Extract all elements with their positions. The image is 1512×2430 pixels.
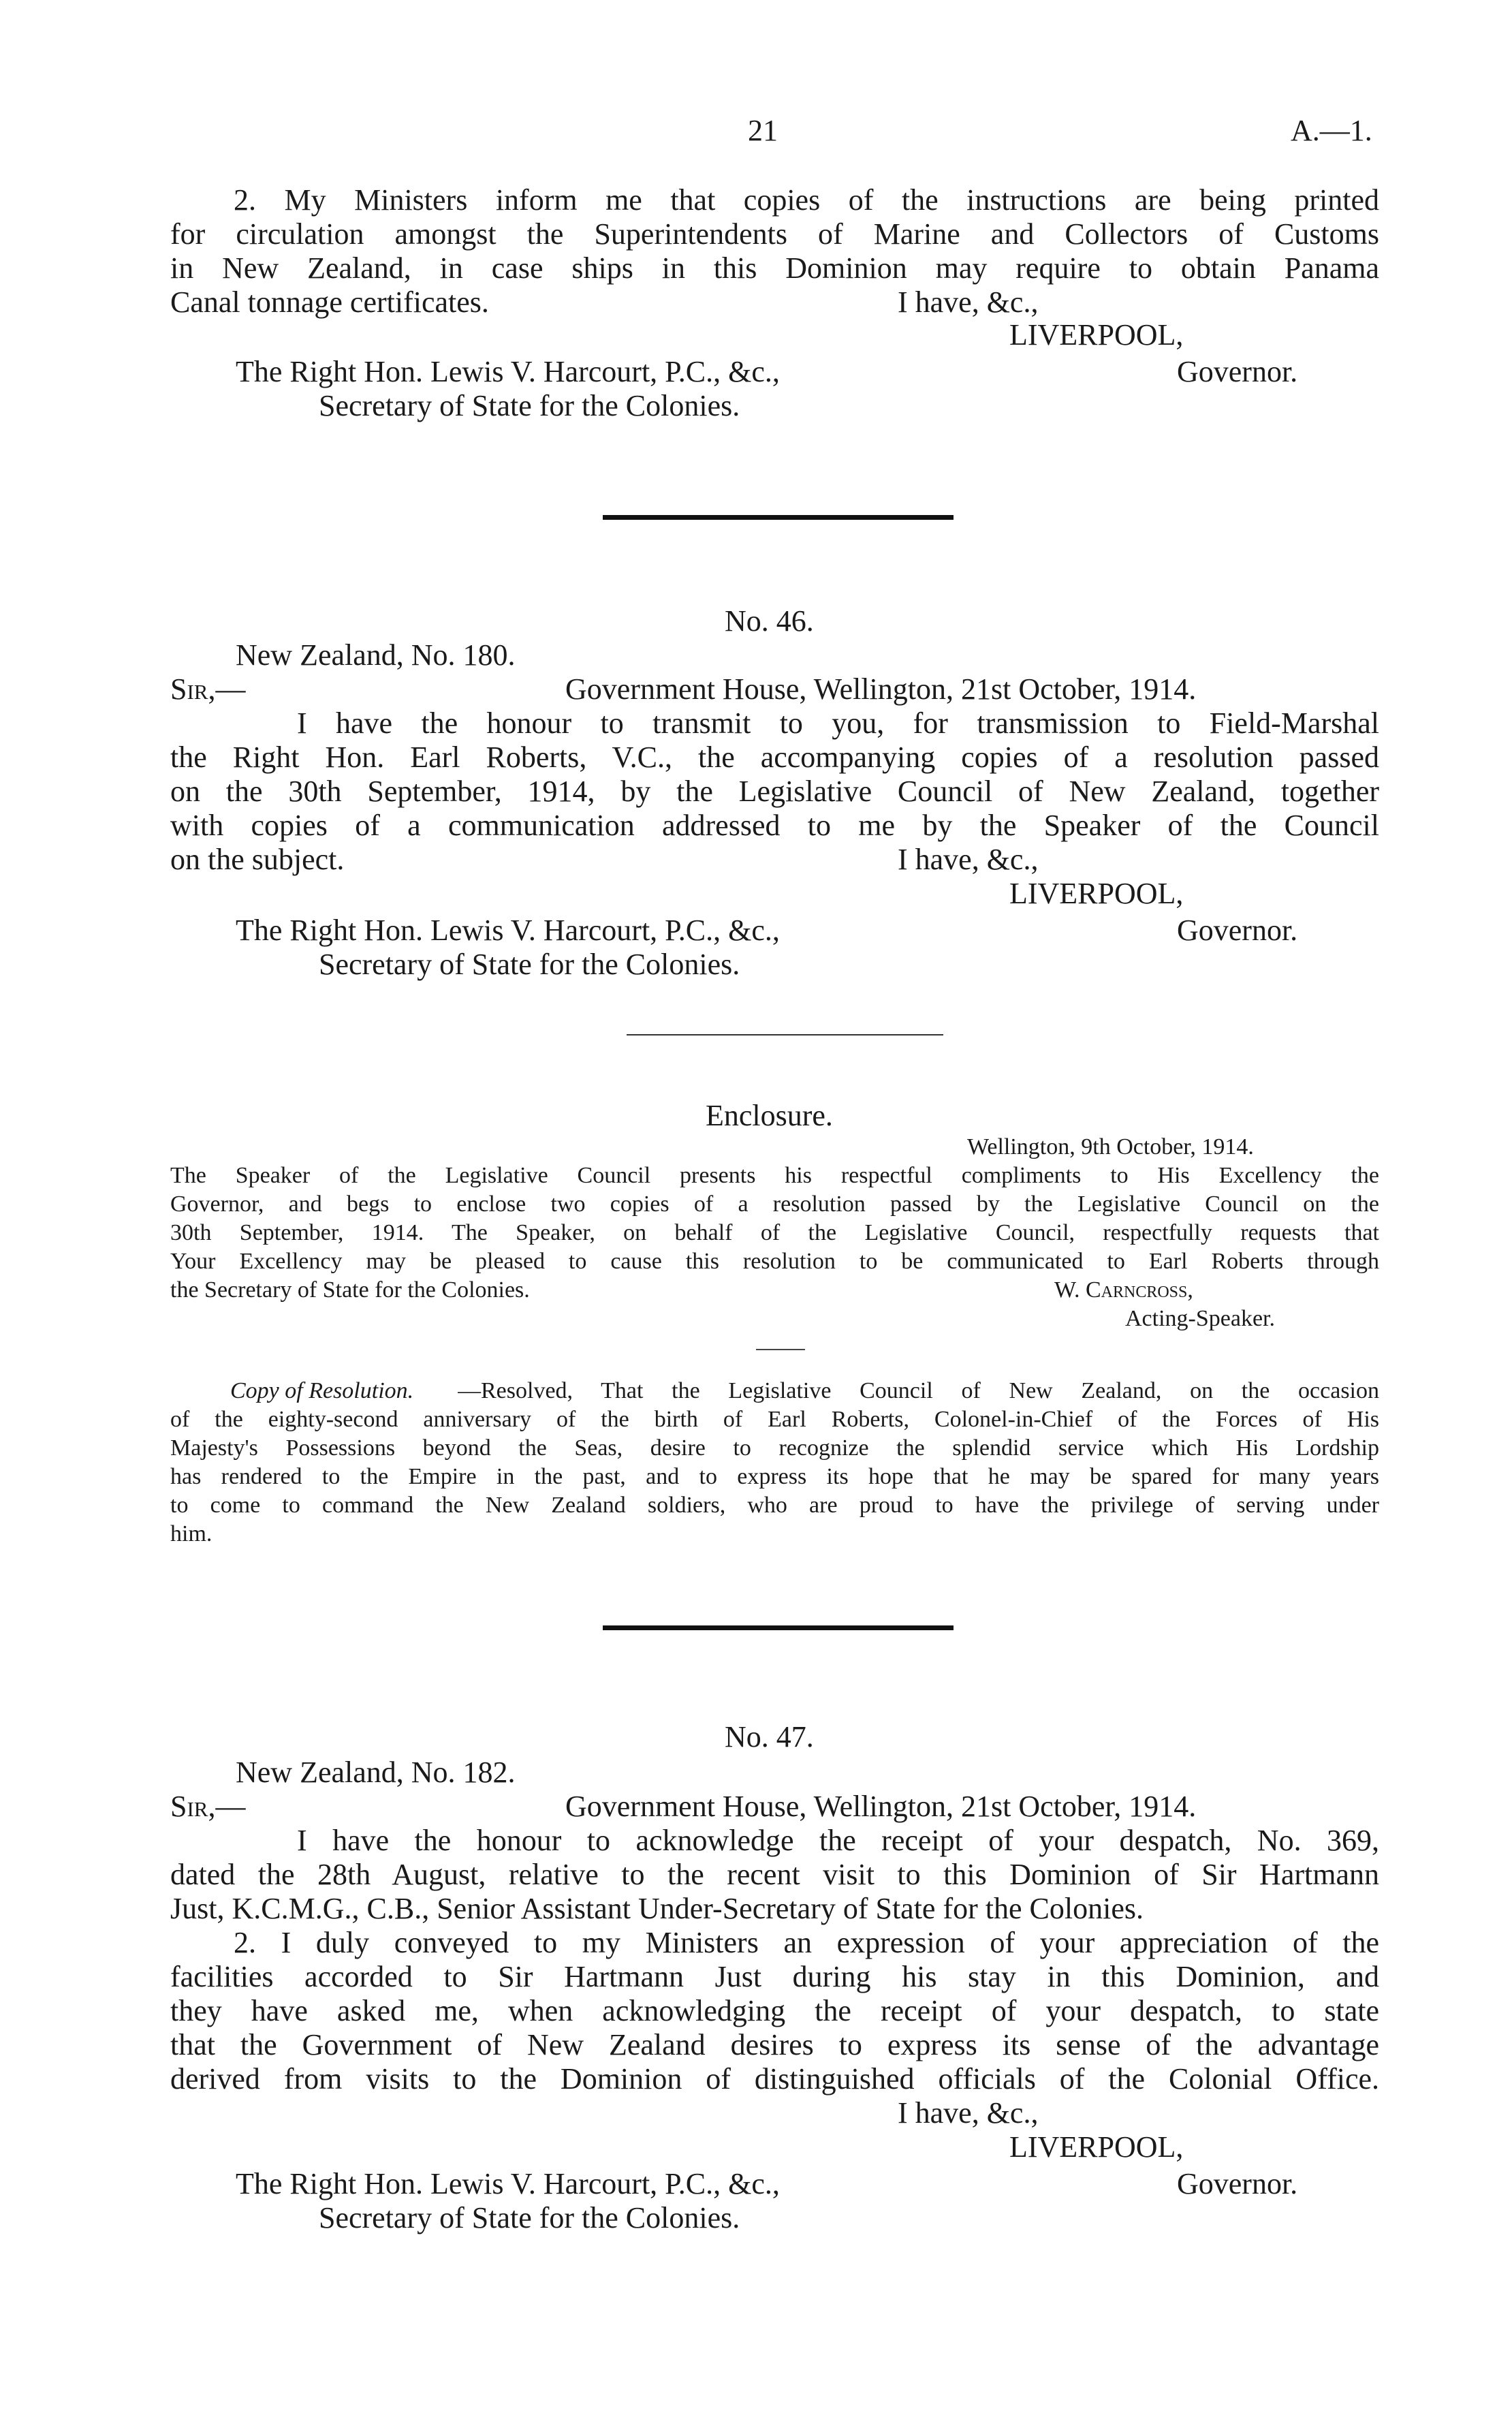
despatch-47-line: I have the honour to acknowledge the receipt of your despatch, No. 369, — [297, 1824, 1379, 1857]
enclosure-line: Your Excellency may be pleased to cause this resolution to be communicated to Earl Roberts through — [170, 1249, 1379, 1274]
resolution-line: of the eighty-second anniversary of the birth of Earl Roberts, Colonel-in-Chief of the Forces of His — [170, 1407, 1379, 1432]
despatch-47-line: dated the 28th August, relative to the recent visit to this Dominion of Sir Hartmann — [170, 1858, 1379, 1891]
section-divider — [603, 515, 954, 520]
despatch-46-addressee-office: Secretary of State for the Colonies. — [319, 948, 740, 981]
enclosure-signature: W. Carncross, — [1054, 1277, 1193, 1303]
enclosure-line: The Speaker of the Legislative Council presents his respectful compliments to His Excellency the — [170, 1163, 1379, 1188]
enclosure-line: Governor, and begs to enclose two copies of a resolution passed by the Legislative Council on the — [170, 1191, 1379, 1217]
resolution-line: has rendered to the Empire in the past, and to express its hope that he may be spared for many years — [170, 1464, 1379, 1489]
despatch-46-ref: New Zealand, No. 180. — [236, 638, 516, 672]
enclosure-heading: Enclosure. — [706, 1099, 833, 1132]
despatch-46-title: Governor. — [1177, 914, 1298, 947]
prev-para-last-line: Canal tonnage certificates. — [170, 285, 489, 319]
despatch-46-last-line: on the subject. — [170, 843, 345, 876]
despatch-46-line: on the 30th September, 1914, by the Legislative Council of New Zealand, together — [170, 775, 1379, 808]
despatch-47-closing: I have, &c., — [898, 2096, 1039, 2130]
despatch-47-addressee-office: Secretary of State for the Colonies. — [319, 2201, 740, 2234]
prev-addressee-office: Secretary of State for the Colonies. — [319, 389, 740, 422]
prev-para-line: for circulation amongst the Superintendents of Marine and Collectors of Customs — [170, 217, 1379, 251]
enclosure-line: 30th September, 1914. The Speaker, on behalf of the Legislative Council, respectfully requests that — [170, 1220, 1379, 1245]
resolution-line: —Resolved, That the Legislative Council of New Zealand, on the occasion — [458, 1378, 1379, 1403]
despatch-47-line: facilities accorded to Sir Hartmann Just during his stay in this Dominion, and — [170, 1960, 1379, 1993]
enclosure-signature-title: Acting-Speaker. — [1125, 1306, 1275, 1331]
enclosure-divider — [627, 1034, 943, 1035]
prev-addressee: The Right Hon. Lewis V. Harcourt, P.C., &c., — [236, 355, 780, 388]
despatch-46-salutation: Sir,— — [170, 672, 246, 706]
enclosure-last-line: the Secretary of State for the Colonies. — [170, 1277, 530, 1303]
despatch-46-number: No. 46. — [725, 604, 814, 638]
prev-para-line: 2. My Ministers inform me that copies of the instructions are being printed — [234, 183, 1379, 217]
despatch-47-line: 2. I duly conveyed to my Ministers an expression of your appreciation of the — [234, 1926, 1379, 1959]
despatch-46-signature: LIVERPOOL, — [1009, 877, 1184, 910]
despatch-47-ref: New Zealand, No. 182. — [236, 1756, 516, 1789]
prev-signature: LIVERPOOL, — [1009, 318, 1184, 352]
despatch-47-line: they have asked me, when acknowledging the receipt of your despatch, to state — [170, 1994, 1379, 2027]
despatch-46-closing: I have, &c., — [898, 843, 1039, 876]
resolution-last-line: him. — [170, 1521, 212, 1546]
despatch-47-line: Just, K.C.M.G., C.B., Senior Assistant Under-Secretary of State for the Colonies. — [170, 1892, 1144, 1925]
page-number: 21 — [748, 114, 778, 147]
despatch-47-signature: LIVERPOOL, — [1009, 2130, 1184, 2164]
document-reference: A.—1. — [1291, 114, 1372, 147]
despatch-47-line: derived from visits to the Dominion of distinguished officials of the Colonial Office. — [170, 2062, 1379, 2096]
despatch-46-addressee: The Right Hon. Lewis V. Harcourt, P.C., &c., — [236, 914, 780, 947]
despatch-47-addressee: The Right Hon. Lewis V. Harcourt, P.C., &c., — [236, 2167, 780, 2200]
despatch-47-place-date: Government House, Wellington, 21st October, 1914. — [565, 1790, 1197, 1823]
despatch-47-number: No. 47. — [725, 1720, 814, 1754]
enclosure-date: Wellington, 9th October, 1914. — [967, 1134, 1254, 1159]
resolution-label: Copy of Resolution. — [230, 1378, 414, 1403]
despatch-46-line: the Right Hon. Earl Roberts, V.C., the accompanying copies of a resolution passed — [170, 741, 1379, 774]
prev-para-line: in New Zealand, in case ships in this Dominion may require to obtain Panama — [170, 251, 1379, 285]
prev-title: Governor. — [1177, 355, 1298, 388]
despatch-46-line: I have the honour to transmit to you, for transmission to Field-Marshal — [297, 706, 1379, 740]
resolution-line: Majesty's Possessions beyond the Seas, desire to recognize the splendid service which His Lordship — [170, 1435, 1379, 1461]
despatch-46-place-date: Government House, Wellington, 21st October, 1914. — [565, 672, 1197, 706]
despatch-47-title: Governor. — [1177, 2167, 1298, 2200]
despatch-47-salutation: Sir,— — [170, 1790, 246, 1823]
resolution-divider — [756, 1349, 805, 1350]
prev-closing: I have, &c., — [898, 285, 1039, 319]
resolution-line: to come to command the New Zealand soldiers, who are proud to have the privilege of serving under — [170, 1493, 1379, 1518]
section-divider — [603, 1625, 954, 1630]
despatch-46-line: with copies of a communication addressed to me by the Speaker of the Council — [170, 809, 1379, 842]
despatch-47-line: that the Government of New Zealand desires to express its sense of the advantage — [170, 2028, 1379, 2061]
